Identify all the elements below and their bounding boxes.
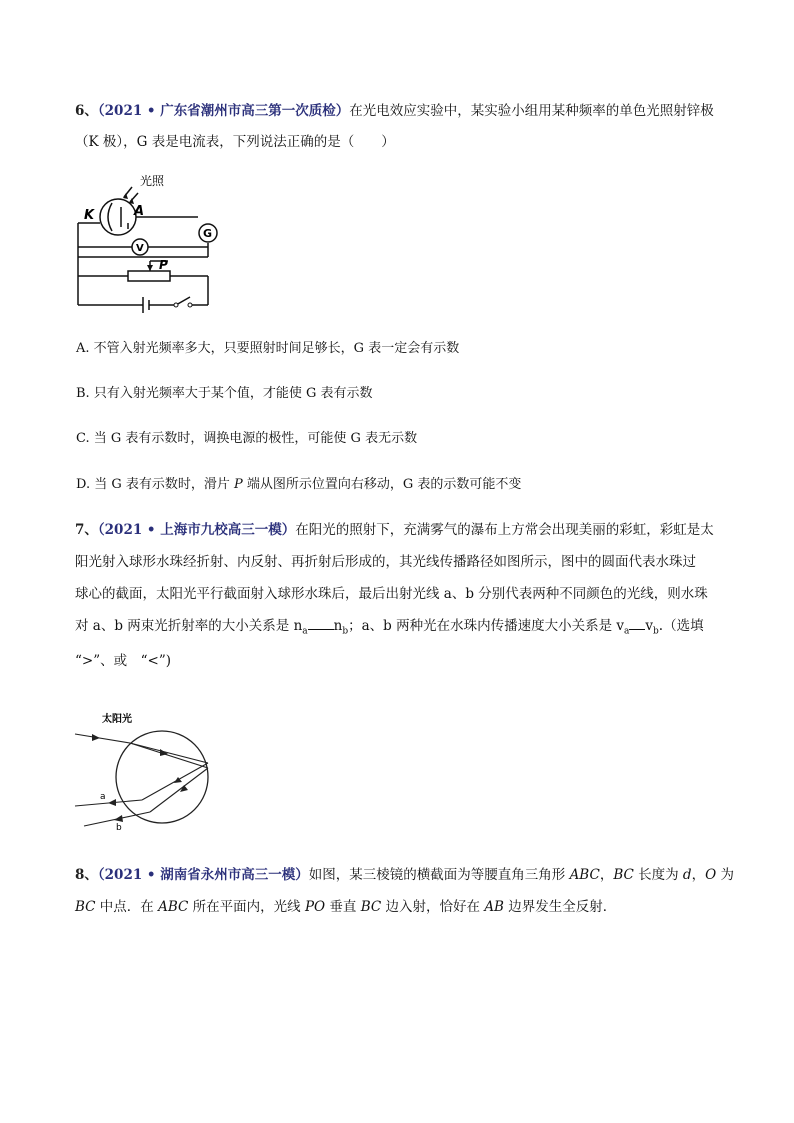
answer-blank-2[interactable] [629, 617, 645, 630]
subscript: a [302, 626, 308, 637]
option-text: 当 G 表有示数时，调换电源的极性，可能使 G 表无示数 [93, 431, 418, 446]
p-label: P [159, 258, 168, 272]
q8-var: ABC [569, 867, 600, 883]
q7-number: 7、 [75, 522, 98, 538]
g-label: G [203, 227, 213, 240]
k-label: K [84, 208, 95, 223]
q8-text: 如图，某三棱镜的横截面为等腰直角三角形 [308, 867, 570, 883]
q7-line-4 [75, 616, 704, 642]
option-letter: D. [76, 477, 91, 492]
ray-b-label: b [116, 823, 122, 833]
cathode-k [108, 203, 112, 231]
q8-var: ABC [158, 899, 189, 915]
q6-option-a [76, 339, 459, 359]
option-text: 当 G 表有示数时，滑片 [94, 477, 235, 492]
answer-blank-1[interactable] [308, 617, 334, 630]
q7-text: n [333, 618, 343, 634]
q8-line-1 [75, 865, 734, 885]
raindrop-refraction-figure [70, 708, 220, 833]
phototube [100, 199, 136, 235]
q6-option-d [76, 475, 521, 495]
q8-var: BC [613, 867, 634, 883]
q8-var: O [705, 867, 717, 883]
subscript: b [653, 626, 659, 637]
q8-var: AB [484, 899, 504, 915]
q6-stem-1: 在光电效应实验中，某实验小组用某种频率的单色光照射锌极 [349, 103, 714, 119]
option-letter: A. [76, 341, 90, 356]
q7-text: v [645, 618, 654, 634]
option-var: P [234, 477, 243, 492]
sunlight-label: 太阳光 [102, 714, 132, 725]
q8-var: d [682, 867, 692, 883]
q8-source: （2021 • 湖南省永州市高三一模） [97, 867, 309, 883]
q7-text: 在阳光的照射下，充满雾气的瀑布上方常会出现美丽的彩虹，彩虹是太 [295, 522, 714, 538]
q7-text: 对 a、b 两束光折射率的大小关系是 n [75, 618, 303, 634]
q8-line-2 [75, 897, 616, 917]
q8-var: BC [75, 899, 96, 915]
q6-line-1 [75, 101, 714, 121]
q7-line-1 [75, 520, 714, 540]
light-label: 光照 [140, 174, 165, 188]
q8-text: ， [599, 867, 614, 883]
v-label: V [136, 243, 144, 254]
q6-line-2: （K 极），G 表是电流表，下列说法正确的是（ ） [75, 134, 395, 150]
q8-text: 所在平面内，光线 [188, 899, 305, 915]
option-text: 不管入射光频率多大，只要照射时间足够长，G 表一定会有示数 [93, 341, 460, 356]
q6-number: 6、 [75, 103, 98, 119]
option-letter: C. [76, 431, 90, 446]
option-text: 端从图所示位置向右移动，G 表的示数可能不变 [242, 477, 522, 492]
q8-text: 为 [716, 867, 734, 883]
q7-text: .（选填 [658, 618, 704, 634]
water-droplet [116, 731, 208, 823]
option-text: 只有入射光频率大于某个值，才能使 G 表有示数 [93, 386, 373, 401]
q8-text: ， [691, 867, 706, 883]
q6-source: （2021 • 广东省潮州市高三第一次质检） [97, 103, 350, 119]
q6-option-b [76, 384, 372, 404]
q8-text: 长度为 [633, 867, 683, 883]
q8-text: 边入射，恰好在 [381, 899, 485, 915]
subscript: a [624, 626, 630, 637]
q6-option-c [76, 429, 417, 449]
q7-line-3: 球心的截面，太阳光平行截面射入球形水珠后，最后出射光线 a、b 分别代表两种不同颜色的光线，则水珠 [75, 586, 708, 602]
q8-text: 垂直 [325, 899, 361, 915]
q7-text: ；a、b 两种光在水珠内传播速度大小关系是 v [348, 618, 625, 634]
rheostat [128, 271, 170, 281]
q8-var: PO [304, 899, 326, 915]
q7-line-2: 阳光射入球形水珠经折射、内反射、再折射后形成的，其光线传播路径如图所示，图中的圆面代表水珠过 [75, 554, 696, 570]
a-label: A [134, 204, 145, 219]
q8-text: 中点．在 [95, 899, 159, 915]
photoelectric-circuit-figure [68, 165, 228, 315]
q8-text: 边界发生全反射． [503, 899, 617, 915]
q8-var: BC [360, 899, 382, 915]
subscript: b [342, 626, 349, 637]
q7-line-5: “>”、或 “<”) [75, 653, 171, 669]
q8-number: 8、 [75, 867, 98, 883]
option-letter: B. [76, 386, 90, 401]
ray-a-label: a [100, 792, 106, 802]
q7-source: （2021 • 上海市九校高三一模） [97, 522, 296, 538]
